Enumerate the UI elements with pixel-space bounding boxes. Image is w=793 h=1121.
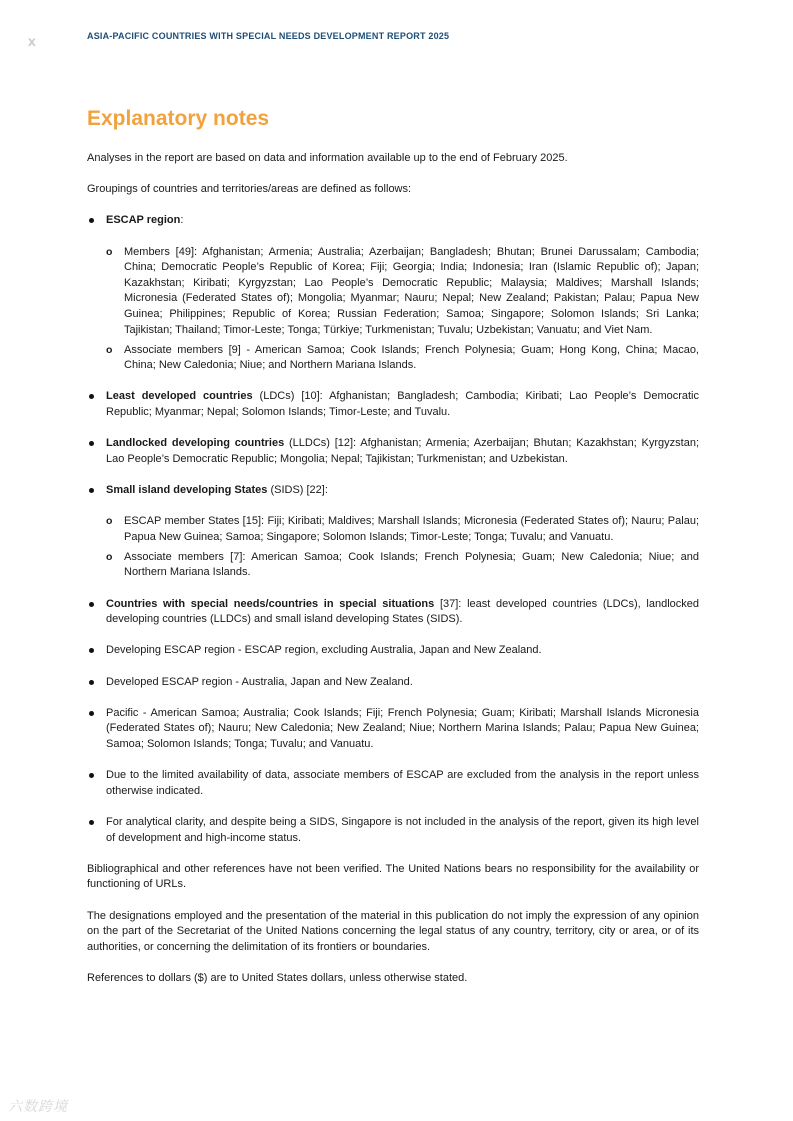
group-text: (LLDCs) [12]: Afghanistan; Armenia; Azerbaijan; Bhutan; Kazakhstan; Kyrgyzstan; Lao People’s Democratic Republic; Mongolia; Nepal; Tajikistan; Turkmenistan; and Uzbekistan. xyxy=(106,437,700,465)
main-content xyxy=(87,105,699,1002)
groupings-list xyxy=(87,213,699,846)
list-item: Due to the limited availability of data, associate members of ESCAP are excluded from the analysis in the report unless otherwise indicated. xyxy=(87,768,699,799)
group-label: Landlocked developing countries xyxy=(106,437,285,450)
watermark: 六数跨境 xyxy=(8,1098,68,1114)
running-header: ASIA-PACIFIC COUNTRIES WITH SPECIAL NEEDS DEVELOPMENT REPORT 2025 xyxy=(87,31,450,41)
list-item: Developed ESCAP region - Australia, Japan and New Zealand. xyxy=(87,675,699,691)
group-label: Small island developing States xyxy=(106,483,268,496)
list-item xyxy=(87,483,699,581)
intro-paragraph: Analyses in the report are based on data and information available up to the end of February 2025. xyxy=(87,152,568,164)
group-label: Countries with special needs/countries in special situations xyxy=(106,597,435,610)
closing-paragraph: References to dollars ($) are to United States dollars, unless otherwise stated. xyxy=(87,971,468,984)
page-marker: x xyxy=(28,33,36,49)
list-item xyxy=(87,389,699,420)
list-item: For analytical clarity, and despite being a SIDS, Singapore is not included in the analysis of the report, given its high level of development and high-income status. xyxy=(87,815,699,846)
group-label: Least developed countries xyxy=(106,390,253,403)
list-item xyxy=(87,436,699,467)
list-item xyxy=(87,213,699,373)
sub-list-item: o Members [49]: Afghanistan; Armenia; Australia; Azerbaijan; Bangladesh; Bhutan; Brunei Darussalam; Cambodia; China; Democratic People’s Republic of Korea; Fiji; Georgia; India; Indonesia; Iran (Islamic Republic of); Japan; Kazakhstan; Kiribati; Kyrgyzstan; Lao People’s Democratic Republic; Malaysia; Maldives; Marshall Islands; Micronesia (Federated States of); Mongolia; Myanmar; Nauru; Nepal; New Zealand; Pakistan; Palau; Papua New Guinea; Philippines; Republic of Korea; Russian Federation; Samoa; Singapore; Solomon Islands; Sri Lanka; Tajikistan; Thailand; Timor-Leste; Tonga; Türkiye; Turkmenistan; Tuvalu; Uzbekistan; Vanuatu; and Viet Nam. xyxy=(106,245,699,339)
list-item xyxy=(87,597,699,628)
page-title: Explanatory notes xyxy=(87,107,270,130)
group-text: (LDCs) [10]: Afghanistan; Bangladesh; Cambodia; Kiribati; Lao People’s Democratic Republic; Myanmar; Nepal; Solomon Islands; Timor-Leste; and Tuvalu. xyxy=(106,390,700,418)
sub-list xyxy=(106,245,699,374)
closing-paragraph: The designations employed and the presentation of the material in this publication do not imply the expression of any opinion on the part of the Secretariat of the United Nations concerning the legal status of any country, territory, city or area, or of its authorities, or concerning the delimitation of its frontiers or boundaries. xyxy=(87,909,699,953)
intro-paragraph: Groupings of countries and territories/areas are defined as follows: xyxy=(87,183,412,196)
group-label: ESCAP region xyxy=(106,214,181,227)
group-text: [37]: least developed countries (LDCs), landlocked developing countries (LLDCs) and small island developing States (SIDS). xyxy=(106,597,699,626)
list-item: Pacific - American Samoa; Australia; Cook Islands; Fiji; French Polynesia; Guam; Kiribati; Marshall Islands Micronesia (Federated States of); Nauru; New Caledonia; New Zealand; Niue; Northern Marina Islands; Palau; Papua New Guinea; Samoa; Solomon Islands; Tonga; Tuvalu; and Vanuatu. xyxy=(87,706,699,753)
list-item: Developing ESCAP region - ESCAP region, excluding Australia, Japan and New Zealand. xyxy=(87,643,699,659)
group-text: : xyxy=(180,214,184,227)
sub-list-item: o ESCAP member States [15]: Fiji; Kiribati; Maldives; Marshall Islands; Micronesia (Federated States of); Nauru; Palau; Papua New Guinea; Samoa; Singapore; Solomon Islands; Timor-Leste; Tonga; Tuvalu; and Vanuatu. xyxy=(106,514,699,545)
sub-list-item: o Associate members [7]: American Samoa; Cook Islands; French Polynesia; Guam; New Caledonia; Niue; and Northern Mariana Islands. xyxy=(106,550,699,581)
sub-list-item: o Associate members [9] - American Samoa; Cook Islands; French Polynesia; Guam; Hong Kong, China; Macao, China; New Caledonia; Niue; and Northern Mariana Islands. xyxy=(106,343,699,374)
closing-paragraph: Bibliographical and other references have not been verified. The United Nations bears no responsibility for the availability or functioning of URLs. xyxy=(87,862,699,891)
sub-list xyxy=(106,514,699,581)
group-text: (SIDS) [22]: xyxy=(267,483,328,496)
